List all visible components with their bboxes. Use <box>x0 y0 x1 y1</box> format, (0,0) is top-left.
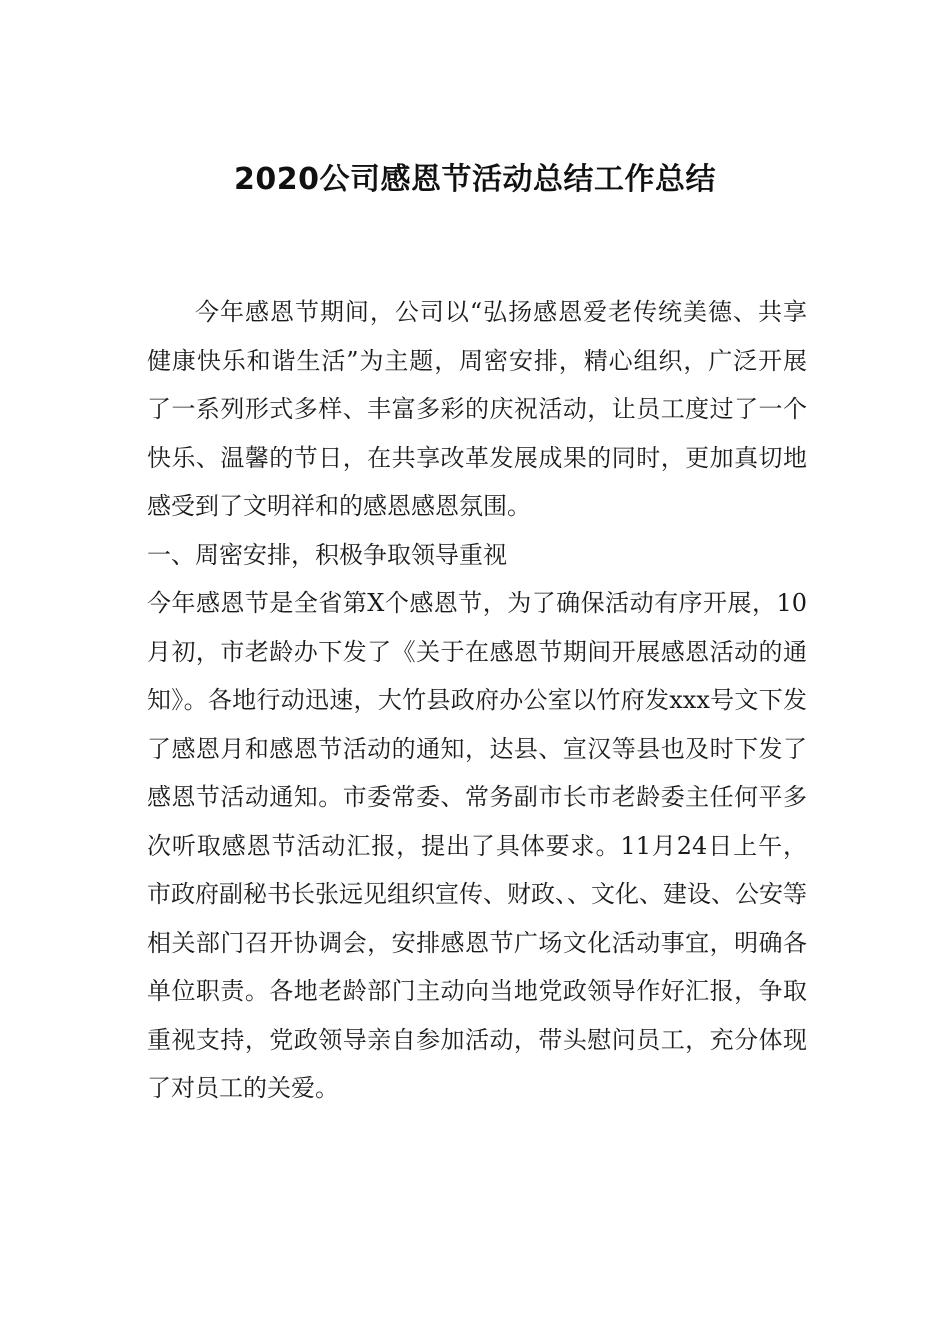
intro-paragraph: 今年感恩节期间，公司以“弘扬感恩爱老传统美德、共享健康快乐和谐生活”为主题，周密安排，精心组织，广泛开展了一系列形式多样、丰富多彩的庆祝活动，让员工度过了一个快乐、温馨的节日，在共享改革发展成果的同时，更加真切地感受到了文明祥和的感恩感恩氛围。 <box>147 298 807 520</box>
section-paragraph: 今年感恩节是全省第X个感恩节，为了确保活动有序开展，10月初，市老龄办下发了《关于在感恩节期间开展感恩活动的通知》。各地行动迅速，大竹县政府办公室以竹府发xxx号文下发了感恩月和感恩节活动的通知，达县、宣汉等县也及时下发了感恩节活动通知。市委常委、常务副市长市老龄委主任何平多次听取感恩节活动汇报，提出了具体要求。11月24日上午，市政府副秘书长张远见组织宣传、财政、、文化、建设、公安等相关部门召开协调会，安排感恩节广场文化活动事宜，明确各单位职责。各地老龄部门主动向当地党政领导作好汇报，争取重视支持，党政领导亲自参加活动，带头慰问员工，充分体现了对员工的关爱。 <box>147 589 807 1102</box>
section-heading: 一、周密安排，积极争取领导重视 <box>147 540 507 569</box>
document-title: 2020公司感恩节活动总结工作总结 <box>234 162 716 197</box>
document-body <box>147 288 807 1113</box>
